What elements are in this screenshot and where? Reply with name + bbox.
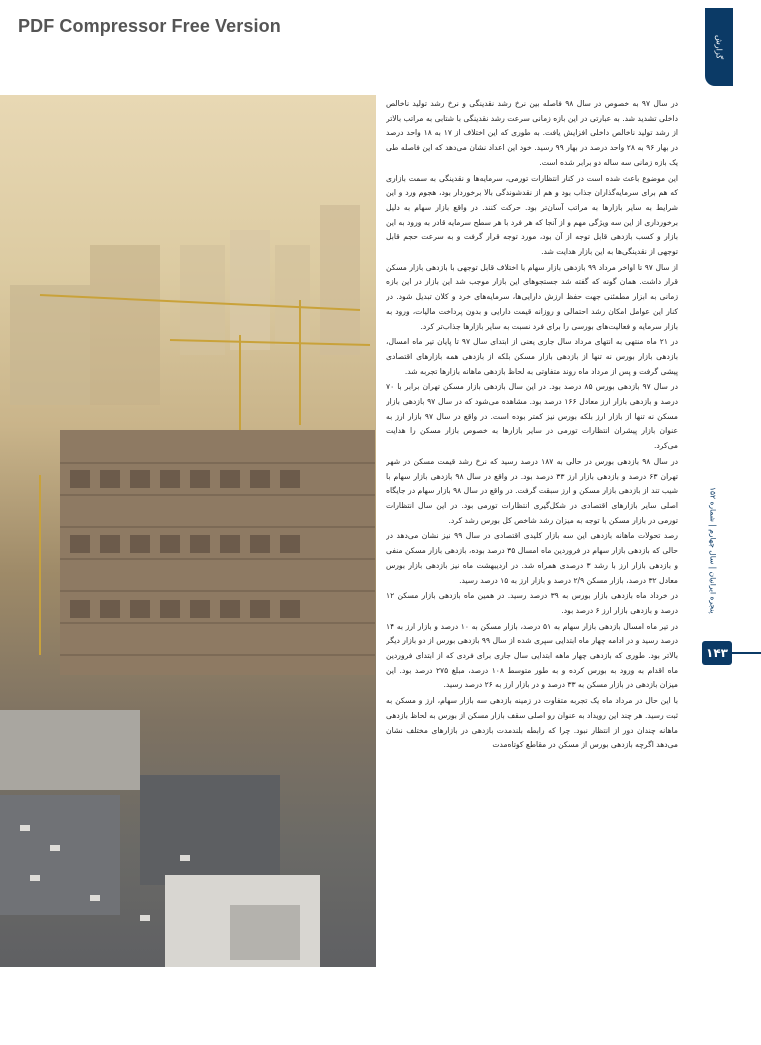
page-number-rule — [732, 652, 761, 654]
paragraph: در تیر ماه امسال بازدهی بازار سهام به ۵۱ درصد، بازار مسکن به ۱۰ درصد و بازار ارز به ۱۴ درصد رسید و در ادامه چهار ماه ابتدایی سپری شده از سال ۹۹ بازدهی بورس از دو بازار دیگر بالاتر بود. طوری که بازدهی چهار ماهه ابتدایی سال جاری برای فردی که از ابتدای فروردین ماه اقدام به ورود به بورس کرده و به طور متوسط ۱۰۸ درصد، مبلغ ۲۷۵ درصد بود. این میزان بازدهی در بازار مسکن به ۳۳ درصد و در بازار ارز به ۲۶ درصد رسید. — [386, 621, 678, 690]
watermark: PDF Compressor Free Version — [18, 16, 281, 36]
paragraph: با این حال در مرداد ماه یک تجربه متفاوت در زمینه بازدهی سه بازار سهام، ارز و مسکن به ثبت رسید. هر چند این رویداد به عنوان رو اصلی سقف بازار مسکن از بورس به لحاظ بازدهی ماهانه چندان دور از انتظار نبود. چرا که رابطه بلندمدت بازدهی در بازارهای مختلف نشان می‌دهد اگرچه بازدهی بورس از مسکن در مقاطع کوتاه‌مدت — [386, 696, 678, 750]
section-tab — [705, 8, 733, 86]
page-number: ۱۴۳ — [702, 641, 732, 665]
section-tab-label: گزارش — [714, 34, 724, 60]
magazine-info-text: پنجره ایرانیان | سال چهارم | شماره ۱۵۲ — [708, 486, 718, 614]
paragraph: از سال ۹۷ تا اواخر مرداد ۹۹ بازدهی بازار سهام با اختلاف قابل توجهی با بازدهی بازار مسکن قرار داشت. همان گونه که گفته شد جستجوهای این بازار موجب شد این بازار در این بازه زمانی به ابزار مطمئنی جهت حفظ ارزش دارایی‌ها، سرمایه‌های خرد و کلان تبدیل شود. در کنار این عوامل امکان رشد احتمالی و روزانه قیمت دارایی و بدون پرداخت مالیات، ورود به بازار سرمایه و فعالیت‌های بورسی را برای فرد نسبت به سایر بازارها جذاب‌تر کرد. — [386, 262, 678, 331]
paragraph: رصد تحولات ماهانه بازدهی این سه بازار کلیدی اقتصادی در سال ۹۹ نیز نشان می‌دهد در حالی که بازدهی بازار سهام در فروردین ماه امسال ۳۵ درصد بوده، بازدهی بازار مسکن منفی و بازدهی بازار ارز با رشد ۳ درصدی همراه شد. در اردیبهشت ماه نیز بازدهی بازار بورس معادل ۳۲ درصد، بازار مسکن ۲/۹ درصد و بازار ارز به ۱۵ درصد رسید. — [386, 531, 678, 585]
paragraph: این موضوع باعث شده است در کنار انتظارات تورمی، سرمایه‌ها و نقدینگی به سمت بازاری که هم برای سرمایه‌گذاران جذاب بود و هم از نقدشوندگی بالا برخوردار بود، هجوم ورد و این شرایط به سایر بازارها به مراتب آسان‌تر بود. حرکت کنند. در واقع بازار سهام به دلیل برخورداری از این سه ویژگی مهم و از آنجا که هر فرد با هر سطح سرمایه قادر به ورود به این بازار و کسب بازدهی قابل توجه از آن بود، مورد توجه قرار گرفت و به سرعت حجم قابل توجهی از نقدینگی‌ها به این بازار هدایت شد. — [386, 173, 678, 257]
construction-photo — [0, 95, 376, 967]
paragraph: در ۲۱ ماه منتهی به انتهای مرداد سال جاری یعنی از ابتدای سال ۹۷ تا پایان تیر ماه امسال، بازدهی بازار بورس نه تنها از بازدهی بازار مسکن بلکه از بازدهی همه بازارهای اقتصادی پیشی گرفت و پس از مرداد ماه روند متفاوتی به لحاظ بازدهی ماهانه بازارها تجربه شد. — [386, 337, 678, 376]
article-body — [386, 97, 678, 959]
paragraph: در سال ۹۷ بازدهی بورس ۸۵ درصد بود. در این سال بازدهی بازار مسکن تهران برابر با ۷۰ درصد و بازدهی بازار ارز معادل ۱۶۶ درصد بود. مشاهده می‌شود که در سال ۹۷ بازدهی بازار مسکن نه تنها از بازار ارز بلکه بورس نیز کمتر بوده است. در واقع در سال ۹۷ بازار ارز به عنوان بازار پیشران انتظارات تورمی در سایر بازارها به خصوص بازار مسکن را هدایت می‌کرد. — [386, 382, 678, 451]
paragraph: در سال ۹۷ به خصوص در سال ۹۸ فاصله بین نرخ رشد نقدینگی و نرخ رشد تولید ناخالص داخلی تشدید شد. به عبارتی در این بازه زمانی سرعت رشد نقدینگی با شتابی به مراتب بالاتر از رشد تولید ناخالص داخلی افزایش یافت. به طوری که این اختلاف از ۱۷ به ۱۸ واحد درصد در بهار ۹۶ به ۲۸ واحد درصد در بهار ۹۹ رسید. خود این اعداد نشان می‌دهد که این فاصله طی یک بازه زمانی سه ساله دو برابر شده است. — [386, 99, 678, 167]
paragraph: در خرداد ماه بازدهی بازار بورس به ۳۹ درصد رسید. در همین ماه بازدهی بازار مسکن ۱۲ درصد و بازدهی بازار ارز ۶ درصد بود. — [386, 591, 678, 615]
paragraph: در سال ۹۸ بازدهی بورس در حالی به ۱۸۷ درصد رسید که نرخ رشد قیمت مسکن در شهر تهران ۶۳ درصد و بازدهی بازار ارز ۳۳ درصد بود. در واقع در سال ۹۸ بازدهی بازار سهام با شیب تند از بازدهی بازار مسکن و ارز سبقت گرفت. در واقع در سال ۹۸ بازار سهام در جایگاه اصلی سایر بازارهای اقتصادی در شکل‌گیری انتظارات تورمی بود. در این سال انتظارات تورمی در بازار مسکن با توجه به میزان رشد شاخص کل بورس رشد کرد. — [386, 456, 678, 525]
